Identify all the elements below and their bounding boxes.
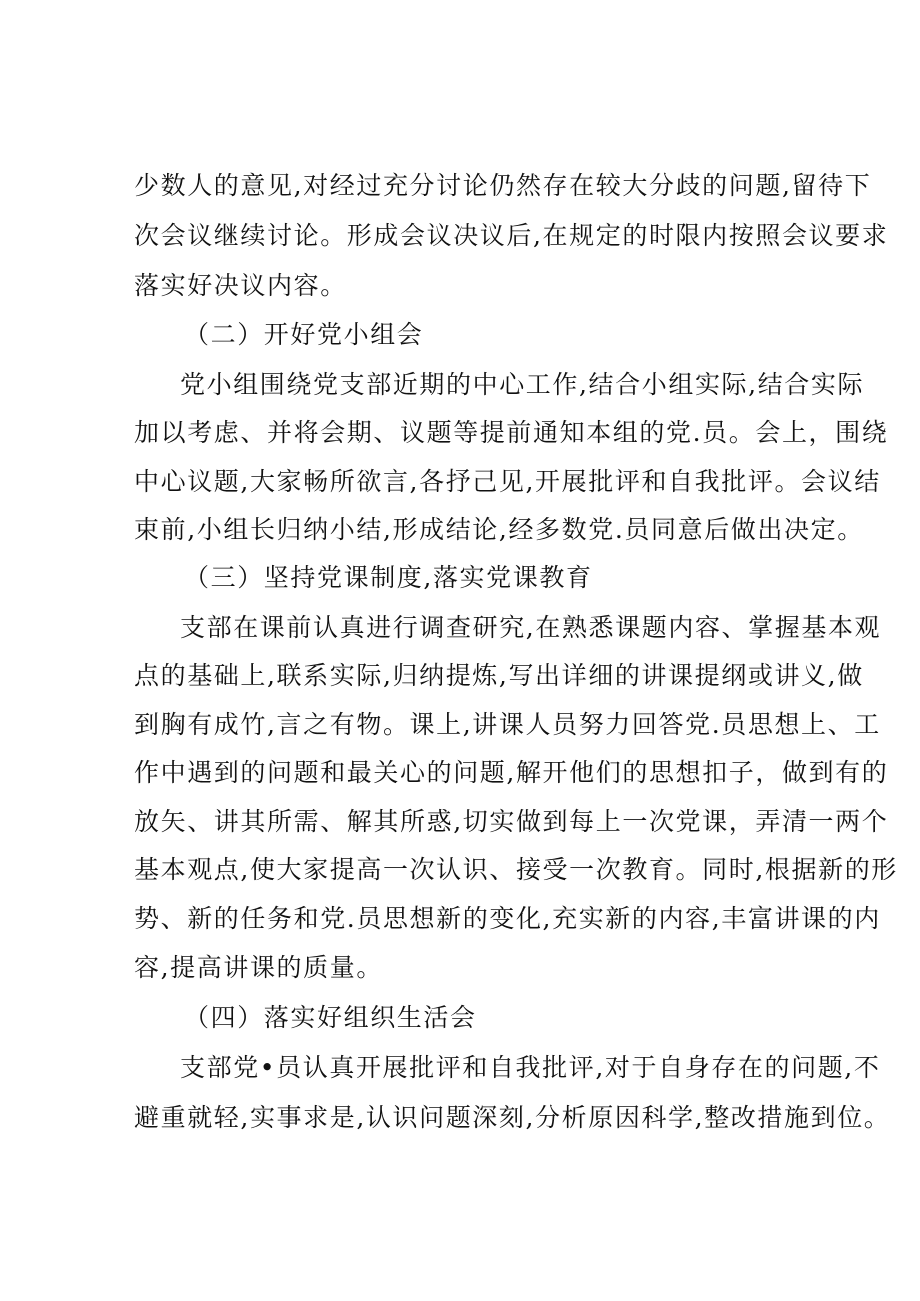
body-text-line: 放矢、讲其所需、解其所惑,切实做到每上一次党课，弄清一两个 bbox=[134, 807, 889, 836]
section-heading-4: （四）落实好组织生活会 bbox=[184, 1003, 477, 1032]
section-heading-3: （三）坚持党课制度,落实党课教育 bbox=[184, 563, 593, 592]
body-text-line: 支部党•员认真开展批评和自我批评,对于自身存在的问题,不 bbox=[180, 1053, 881, 1082]
body-text-line: 容,提高讲课的质量。 bbox=[134, 953, 383, 982]
body-text-line: 作中遇到的问题和最关心的问题,解开他们的思想扣子，做到有的 bbox=[134, 758, 889, 787]
section-heading-2: （二）开好党小组会 bbox=[184, 320, 424, 349]
body-text-line: 少数人的意见,对经过充分讨论仍然存在较大分歧的问题,留待下 bbox=[134, 171, 872, 200]
body-text-line: 势、新的任务和党.员思想新的变化,充实新的内容,丰富讲课的内 bbox=[134, 904, 881, 933]
body-text-line: 加以考虑、并将会期、议题等提前通知本组的党.员。会上，围绕 bbox=[134, 418, 889, 447]
body-text-line: 基本观点,使大家提高一次认识、接受一次教育。同时,根据新的形 bbox=[134, 855, 898, 884]
body-text-line: 点的基础上,联系实际,归纳提炼,写出详细的讲课提纲或讲义,做 bbox=[134, 661, 864, 690]
body-text-line: 支部在课前认真进行调查研究,在熟悉课题内容、掌握基本观 bbox=[180, 613, 882, 642]
body-text-line: 次会议继续讨论。形成会议决议后,在规定的时限内按照会议要求 bbox=[134, 221, 889, 250]
body-text-line: 党小组围绕党支部近期的中心工作,结合小组实际,结合实际 bbox=[180, 370, 865, 399]
body-text-line: 束前,小组长归纳小结,形成结论,经多数党.员同意后做出决定。 bbox=[134, 515, 864, 544]
body-text-line: 避重就轻,实事求是,认识问题深刻,分析原因科学,整改措施到位。 bbox=[134, 1103, 891, 1132]
body-text-line: 落实好决议内容。 bbox=[134, 271, 347, 300]
body-text-line: 到胸有成竹,言之有物。课上,讲课人员努力回答党.员思想上、工 bbox=[134, 710, 881, 739]
body-text-line: 中心议题,大家畅所欲言,各抒己见,开展批评和自我批评。会议结 bbox=[134, 467, 881, 496]
